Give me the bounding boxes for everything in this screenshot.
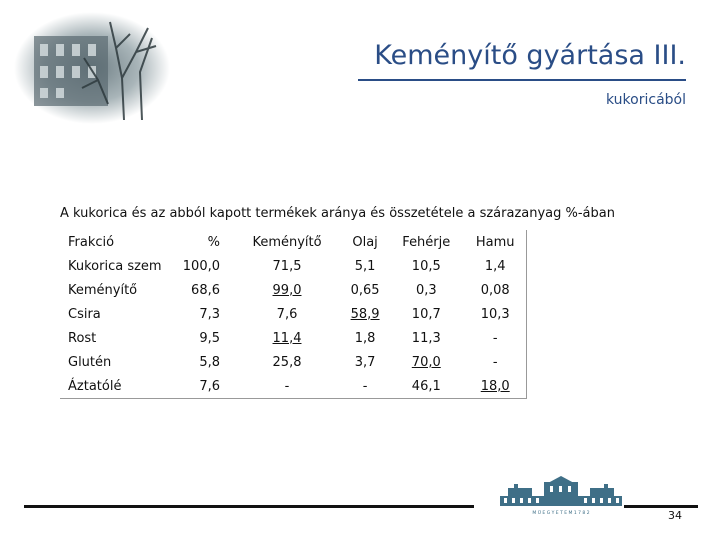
- col-header-protein: Fehérje: [402, 234, 451, 250]
- cell-protein: 0,3: [415, 282, 437, 298]
- cell-protein: 46,1: [411, 378, 441, 394]
- cell-protein: 11,3: [411, 330, 441, 346]
- cell-percent: 100,0: [182, 258, 220, 274]
- table-row: [60, 326, 526, 350]
- cell-oil: 58,9: [350, 306, 380, 322]
- cell-ash: 18,0: [480, 378, 510, 394]
- table-row: [60, 350, 526, 374]
- cell-percent: 5,8: [199, 354, 220, 370]
- cell-starch: -: [284, 378, 290, 394]
- cell-percent: 9,5: [199, 330, 220, 346]
- col-header-oil: Olaj: [352, 234, 378, 250]
- cell-protein: 70,0: [411, 354, 441, 370]
- cell-protein: 10,7: [411, 306, 441, 322]
- cell-percent: 68,6: [191, 282, 220, 298]
- col-header-starch: Keményítő: [252, 234, 322, 250]
- cell-ash: 0,08: [480, 282, 510, 298]
- table-row: [60, 254, 526, 278]
- table-row: [60, 278, 526, 302]
- col-header-percent: %: [207, 234, 220, 250]
- cell-oil: 5,1: [354, 258, 376, 274]
- cell-fraction: Glutén: [68, 354, 112, 370]
- composition-table: [60, 230, 527, 399]
- cell-ash: 10,3: [480, 306, 510, 322]
- cell-fraction: Kukorica szem: [68, 258, 162, 274]
- slide-subtitle: kukoricából: [606, 92, 686, 108]
- footer-rule-right: [624, 505, 698, 508]
- cell-oil: 1,8: [354, 330, 376, 346]
- cell-starch: 99,0: [272, 282, 302, 298]
- table-row: [60, 302, 526, 326]
- cell-starch: 71,5: [272, 258, 302, 274]
- cell-fraction: Keményítő: [68, 282, 138, 298]
- cell-ash: -: [492, 330, 498, 346]
- cell-starch: 7,6: [276, 306, 298, 322]
- cell-percent: 7,3: [199, 306, 220, 322]
- university-building-logo: [500, 476, 622, 516]
- logo-text: M Ű E G Y E T E M 1 7 8 2: [532, 511, 590, 516]
- title-underline: [358, 79, 686, 81]
- cell-protein: 10,5: [411, 258, 441, 274]
- cell-starch: 11,4: [272, 330, 302, 346]
- table-caption: A kukorica és az abból kapott termékek aránya és összetétele a szárazanyag %-ában: [60, 206, 615, 221]
- cell-starch: 25,8: [272, 354, 302, 370]
- col-header-ash: Hamu: [475, 234, 515, 250]
- cell-oil: 0,65: [350, 282, 380, 298]
- cell-ash: 1,4: [484, 258, 506, 274]
- table-row: [60, 374, 526, 398]
- cell-fraction: Csira: [68, 306, 101, 322]
- cell-ash: -: [492, 354, 498, 370]
- cell-oil: -: [362, 378, 368, 394]
- header-photo-vignette: [12, 8, 172, 128]
- cell-percent: 7,6: [199, 378, 220, 394]
- table-header-row: [60, 230, 526, 254]
- cell-fraction: Rost: [68, 330, 97, 346]
- slide-title: Keményítő gyártása III.: [374, 40, 686, 71]
- cell-oil: 3,7: [354, 354, 376, 370]
- cell-fraction: Áztatólé: [68, 378, 122, 394]
- col-header-fraction: Frakció: [68, 234, 115, 250]
- page-number: 34: [668, 509, 682, 522]
- footer-rule-left: [24, 505, 474, 508]
